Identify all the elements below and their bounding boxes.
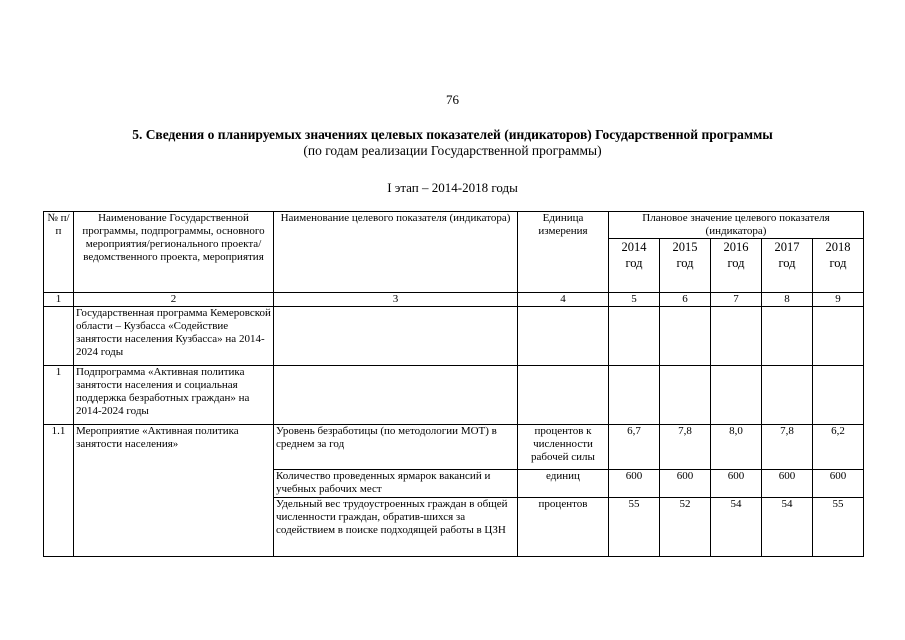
year-suffix: год [829,256,847,270]
indicator-unit: единиц [518,470,609,498]
year-value: 2018 [825,240,851,254]
header-year-2014 [609,239,660,293]
empty-cell [274,366,518,425]
empty-cell [609,307,660,366]
header-year-2018 [813,239,864,293]
section-subtitle: (по годам реализации Государственной программы) [303,143,602,158]
year-value: 2016 [723,240,749,254]
header-year-2017 [762,239,813,293]
header-indicator: Наименование целевого показателя (индикатора) [274,212,518,293]
row-program: Государственная программа Кемеровской области – Кузбасса «Содействие занятости населения Кузбасса» на 2014-2024 годы [74,307,274,366]
col-index: 7 [711,293,762,307]
indicator-value: 7,8 [660,425,711,470]
section-title: 5. Сведения о планируемых значениях целевых показателей (индикаторов) Государственной программы [132,127,773,142]
empty-cell [762,366,813,425]
row-num: 1.1 [44,425,74,557]
col-index: 1 [44,293,74,307]
indicator-name: Уровень безработицы (по методологии МОТ) в среднем за год [274,425,518,470]
col-index: 6 [660,293,711,307]
year-value: 2014 [621,240,647,254]
col-index: 9 [813,293,864,307]
table-row [44,366,864,425]
indicator-name: Количество проведенных ярмарок вакансий и учебных рабочих мест [274,470,518,498]
title-block [0,127,905,159]
indicator-unit: процентов [518,498,609,557]
empty-cell [762,307,813,366]
indicator-value: 7,8 [762,425,813,470]
header-unit: Единица измерения [518,212,609,293]
year-suffix: год [676,256,694,270]
empty-cell [518,366,609,425]
indicator-value: 600 [660,470,711,498]
stage-label: I этап – 2014-2018 годы [387,180,518,195]
empty-cell [711,366,762,425]
year-suffix: год [778,256,796,270]
indicator-value: 600 [711,470,762,498]
indicator-value: 8,0 [711,425,762,470]
header-year-2015 [660,239,711,293]
indicator-value: 600 [813,470,864,498]
row-program: Мероприятие «Активная политика занятости населения» [74,425,274,557]
indicator-value: 54 [711,498,762,557]
column-index-row [44,293,864,307]
header-year-2016 [711,239,762,293]
empty-cell [660,307,711,366]
empty-cell [813,366,864,425]
indicator-value: 55 [813,498,864,557]
header-planned: Плановое значение целевого показателя (индикатора) [609,212,864,239]
header-row [44,212,864,239]
empty-cell [274,307,518,366]
indicator-name: Удельный вес трудоустроенных граждан в общей численности граждан, обратив-шихся за содействием в поиске подходящей работы в ЦЗН [274,498,518,557]
col-index: 8 [762,293,813,307]
row-num: 1 [44,366,74,425]
year-value: 2015 [672,240,698,254]
table-row [44,307,864,366]
year-suffix: год [727,256,745,270]
indicator-value: 55 [609,498,660,557]
indicator-unit: процентов к численности рабочей силы [518,425,609,470]
table-row [44,425,864,470]
col-index: 2 [74,293,274,307]
page-number: 76 [446,92,459,107]
empty-cell [609,366,660,425]
col-index: 3 [274,293,518,307]
indicator-value: 600 [609,470,660,498]
indicator-value: 6,7 [609,425,660,470]
header-program: Наименование Государственной программы, подпрограммы, основного мероприятия/регионального проекта/ведомственного проекта, мероприятия [74,212,274,293]
indicator-value: 600 [762,470,813,498]
indicator-value: 6,2 [813,425,864,470]
empty-cell [518,307,609,366]
empty-cell [813,307,864,366]
header-num: № п/п [44,212,74,293]
indicator-value: 52 [660,498,711,557]
empty-cell [660,366,711,425]
col-index: 5 [609,293,660,307]
year-suffix: год [625,256,643,270]
row-program: Подпрограмма «Активная политика занятости населения и социальная поддержка безработных граждан» на 2014-2024 годы [74,366,274,425]
empty-cell [711,307,762,366]
row-num [44,307,74,366]
indicator-value: 54 [762,498,813,557]
year-value: 2017 [774,240,800,254]
indicators-table [43,211,864,557]
col-index: 4 [518,293,609,307]
